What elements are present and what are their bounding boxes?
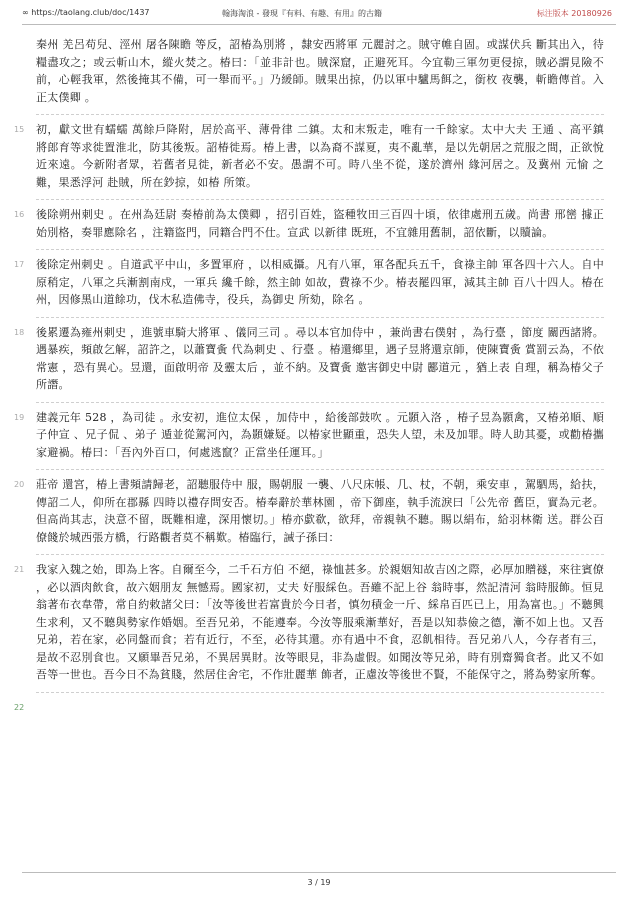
paragraph-number: 22 bbox=[14, 702, 25, 712]
paragraph-14 bbox=[36, 36, 604, 106]
paragraph-divider bbox=[36, 199, 604, 200]
paragraph-number: 19 bbox=[14, 412, 25, 422]
paragraph-21 bbox=[14, 561, 604, 684]
paragraph-divider bbox=[36, 249, 604, 250]
document-body bbox=[14, 36, 604, 712]
page-header bbox=[0, 0, 638, 22]
header-url[interactable]: ∞ https://taolang.club/doc/1437 bbox=[22, 8, 150, 17]
paragraph-17 bbox=[14, 256, 604, 309]
paragraph-text: 後除定州刺史 。自道武平中山，多置軍府 ，以相威攝。凡有八軍，軍各配兵五千，食祿主帥 軍各四十六人。自中原稍定，八軍之兵漸割南戍，一軍兵 纔千餘，然主帥 如故，費祿不少。椿表罷四軍，減其主帥 百八十四人。椿在州，因修黑山道餘功，伐木私造佛寺，役兵，為御史 所劾，除名 。 bbox=[36, 258, 604, 306]
paragraph-number: 17 bbox=[14, 260, 25, 269]
paragraph-text: 初，獻文世有蠕蠕 萬餘戶降附，居於高平、薄骨律 二鎮。太和末叛走，唯有一千餘家。太中大夫 王通 、高平鎮 將郎育等求徙置淮北，防其後叛。詔椿徙焉。椿上書，以為裔不謀夏，夷不亂華，是以先朝居之荒服之間，正欲悅近來遠。今新附者眾，若舊者見徙，新者必不安。愚謂不可。時八坐不從，遂於濟州 緣河居之。及冀州 元愉 之難，果悉浮河 赴賊，所在鈔掠，如椿 所策。 bbox=[36, 123, 604, 189]
paragraph-15 bbox=[14, 121, 604, 191]
paragraph-divider bbox=[36, 402, 604, 403]
paragraph-number: 18 bbox=[14, 327, 25, 337]
header-divider bbox=[22, 24, 616, 25]
paragraph-19 bbox=[14, 409, 604, 462]
page-number: 3 / 19 bbox=[307, 878, 331, 887]
paragraph-text: 後除朔州刺史 。在州為廷尉 奏椿前為太僕卿 ，招引百姓，盜種牧田三百四十頃，依律處刑五歲。尚書 邢巒 據正始別格，奏罪應除名 ，注籍盜門，同籍合門不仕。宣武 以新律 既班，不宜雜用舊制，詔依斷，以贖論。 bbox=[36, 208, 604, 239]
paragraph-text: 秦州 羌呂苟兒、涇州 屠各陳瞻 等反，詔椿為別將 ，隸安西將軍 元麗討之。賊守帷自固。或謀伏兵 斷其出入，待糧盡攻之；或云斬山木，縱火焚之。椿曰：「並非計也。賊深窟，正避死耳。今宜勒三軍勿更侵掠，賊必謂見險不前，心輕我軍，然後掩其不備，可一舉而平。」乃緩師。賊果出掠，仍以軍中驢馬餌之，銜枚 夜襲，斬瞻傳首。入正太僕卿 。 bbox=[36, 38, 604, 104]
footer-divider bbox=[22, 872, 616, 873]
paragraph-number: 21 bbox=[14, 565, 25, 574]
paragraph-number: 15 bbox=[14, 125, 25, 134]
header-version: 标注版本 20180926 bbox=[536, 9, 612, 18]
paragraph-number: 16 bbox=[14, 210, 25, 219]
paragraph-18 bbox=[14, 324, 604, 394]
paragraph-text: 我家入魏之始，即為上客。自爾至今，二千石方伯 不絕，祿恤甚多。於親姻知故吉凶之際，必厚加贈襚，來往賓僚 ，必以酒肉飲食，故六姻朋友 無憾焉。國家初，丈夫 好服綵色。吾雖不記上谷 翁時事，然記清河 翁時服飾。恒見翁著布衣韋帶，常自約敕諸父曰：「汝等後世若富貴於今日者，慎勿積金一斤、綵帛百匹已上，用為富也。」不聽興生求利，又不聽與勢家作婚姻。至吾兄弟，不能遵奉。今汝等服乘漸華好，吾是以知恭儉之德，漸不如上也。又吾兄弟，若在家，必同盤而食；若有近行，不至，必待其還。亦有過中不食，忍飢相待。吾兄弟八人，今存者有三，是故不忍別食也。又願畢吾兄弟，不異居異財。汝等眼見，非為虛假。如聞汝等兄弟，時有別齋獨食者。此又不如吾等一世也。吾今日不為貧賤，然居住舍宅，不作壯麗華 飾者，正慮汝等後世不賢，不能保守之，將為勢家所奪。 bbox=[36, 563, 604, 681]
paragraph-divider bbox=[36, 554, 604, 555]
paragraph-16 bbox=[14, 206, 604, 241]
paragraph-divider bbox=[36, 317, 604, 318]
paragraph-divider bbox=[36, 692, 604, 693]
header-title: 翰海淘浪 - 發現『有料、有趣、有用』的古籍 bbox=[222, 9, 382, 18]
paragraph-text: 莊帝 還宮，椿上書頻請歸老，詔聽服侍中 服，賜朝服 一襲、八尺床帳、几、杖，不朝，乘安車 ，駕駟馬，給扶，傳詔二人，仰所在郡縣 四時以禮存問安否。椿奉辭於華林園 ，帝下御座，執手流淚曰「公先帝 舊臣，實為元老。但高尚其志，決意不留，既難相違，深用懷切。」椿亦歔欷，欲拜，帝親執不聽。賜以絹布，給羽林衛 送。群公百僚餞於城西張方橋，行路觀者莫不稱歎。椿臨行，誡子孫曰： bbox=[36, 478, 604, 544]
paragraph-divider bbox=[36, 114, 604, 115]
paragraph-divider bbox=[36, 469, 604, 470]
paragraph-number: 20 bbox=[14, 480, 25, 489]
paragraph-text: 後累遷為雍州刺史 ，進號車騎大將軍 、儀同三司 。尋以本官加侍中 ，兼尚書右僕射 ，為行臺 ，節度 關西諸將。遇暴疾，頻啟乞解，詔許之，以蕭寶夤 代為刺史 、行臺 。椿還鄉里，遇子昱將還京師，使陳寶夤 賞罰云為，不依常憲 ，恐有異心。昱還，面啟明帝 及靈太后 ，並不納。及寶夤 邀害御史中尉 酈道元 ，猶上表 自理，稱為椿父子所譖。 bbox=[36, 325, 604, 391]
paragraph-text: 建義元年 528 ，為司徒 。永安初，進位太保 ，加侍中 ，給後部鼓吹 。元顥入洛 ，椿子昱為顥禽，又椿弟順、順子仲宣 、兄子侃 、弟子 遁並從駕河內，為顥嫌疑。以椿家世顯重，恐失人望，未及加罪。時人助其憂，或勸椿攜家避禍。椿曰：「吾內外百口，何處逃竄？正當坐任運耳。」 bbox=[36, 410, 604, 459]
paragraph-20 bbox=[14, 476, 604, 546]
